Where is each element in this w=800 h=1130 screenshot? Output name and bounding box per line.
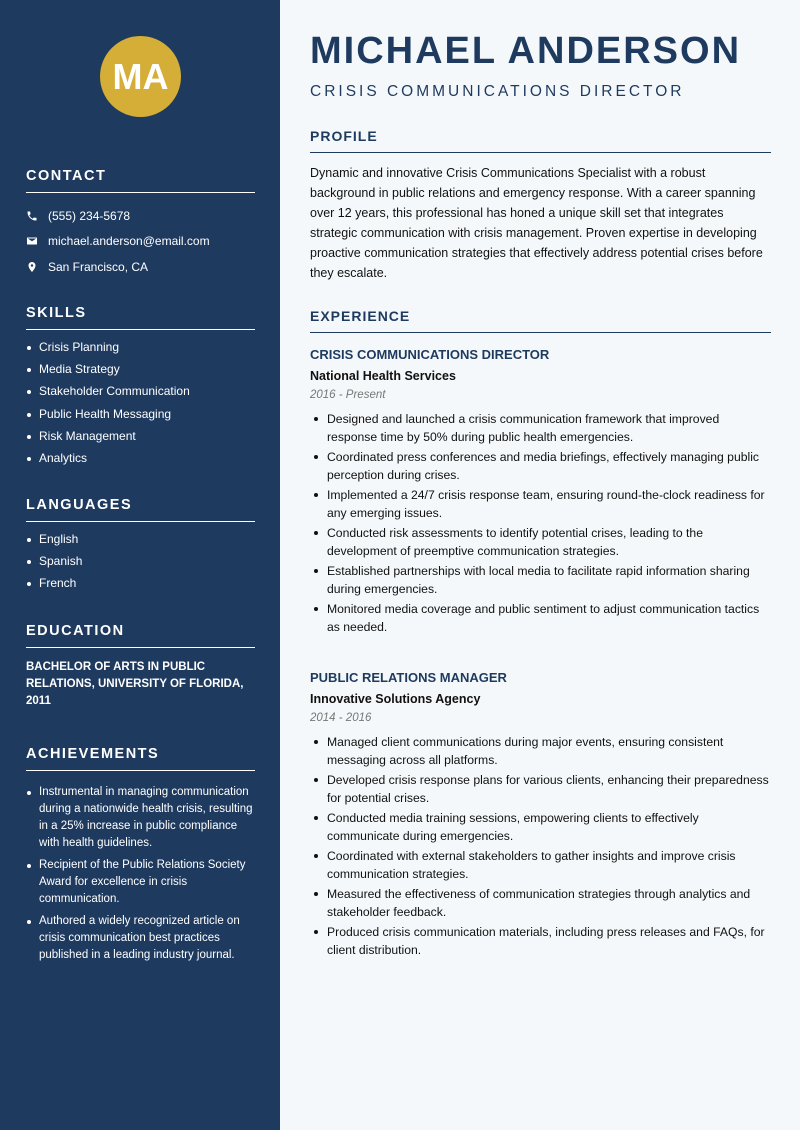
contact-list bbox=[26, 203, 255, 280]
location-text: San Francisco, CA bbox=[48, 259, 149, 274]
skill-item: Analytics bbox=[26, 450, 255, 467]
job-entry bbox=[310, 347, 771, 638]
language-item: Spanish bbox=[26, 553, 255, 570]
contact-location bbox=[26, 254, 255, 280]
job-bullet: Established partnerships with local media to facilitate rapid information sharing during emergencies. bbox=[310, 562, 771, 598]
job-bullet: Designed and launched a crisis communication framework that improved response time by 50% during public health emergencies. bbox=[310, 410, 771, 446]
education-heading: EDUCATION bbox=[26, 623, 255, 648]
job-title-header: CRISIS COMMUNICATIONS DIRECTOR bbox=[310, 83, 685, 100]
contact-phone bbox=[26, 203, 255, 229]
language-item: English bbox=[26, 531, 255, 548]
job-dates: 2016 - Present bbox=[310, 389, 386, 401]
skills-section bbox=[26, 305, 255, 472]
job-bullet: Coordinated press conferences and media briefings, effectively managing public perception during crises. bbox=[310, 448, 771, 484]
education-degree: BACHELOR OF ARTS IN PUBLIC RELATIONS, UNIVERSITY OF FLORIDA, 2011 bbox=[26, 661, 244, 707]
job-title: PUBLIC RELATIONS MANAGER bbox=[310, 670, 507, 685]
location-pin-icon bbox=[26, 261, 38, 273]
education-section bbox=[26, 623, 255, 710]
skill-item: Risk Management bbox=[26, 428, 255, 445]
job-bullet: Monitored media coverage and public sentiment to adjust communication tactics as needed. bbox=[310, 600, 771, 636]
skills-list bbox=[26, 339, 255, 467]
profile-text: Dynamic and innovative Crisis Communications Specialist with a robust background in public relations and emergency response. With a career spanning over 12 years, this professional has honed a unique skill set that integrates strategic communication with crisis management. Proven expertise in developing proactive communication strategies that effectively address potential crises before they escalate. bbox=[310, 166, 763, 280]
job-company: National Health Services bbox=[310, 369, 456, 383]
skills-heading: SKILLS bbox=[26, 305, 255, 330]
email-text[interactable]: michael.anderson@email.com bbox=[48, 234, 210, 249]
job-bullet: Developed crisis response plans for various clients, enhancing their preparedness for potential crises. bbox=[310, 771, 771, 807]
job-company: Innovative Solutions Agency bbox=[310, 692, 481, 706]
job-bullet: Measured the effectiveness of communication strategies through analytics and stakeholder feedback. bbox=[310, 885, 771, 921]
contact-section bbox=[26, 168, 255, 280]
experience-heading: EXPERIENCE bbox=[310, 308, 771, 333]
job-bullets bbox=[310, 410, 771, 636]
job-bullet: Conducted media training sessions, empowering clients to effectively communicate during emergencies. bbox=[310, 809, 771, 845]
achievements-section bbox=[26, 746, 255, 969]
job-bullet: Coordinated with external stakeholders to gather insights and improve crisis communication strategies. bbox=[310, 847, 771, 883]
achievement-item: Authored a widely recognized article on crisis communication best practices published in a leading industry journal. bbox=[26, 913, 255, 964]
skill-item: Public Health Messaging bbox=[26, 406, 255, 423]
phone-icon bbox=[26, 210, 38, 222]
person-name: MICHAEL ANDERSON bbox=[310, 30, 742, 72]
contact-heading: CONTACT bbox=[26, 168, 255, 193]
achievements-heading: ACHIEVEMENTS bbox=[26, 746, 255, 771]
job-bullets bbox=[310, 733, 771, 959]
languages-heading: LANGUAGES bbox=[26, 497, 255, 522]
experience-section bbox=[310, 308, 771, 333]
job-title: CRISIS COMMUNICATIONS DIRECTOR bbox=[310, 347, 550, 362]
email-icon bbox=[26, 235, 38, 247]
job-entry bbox=[310, 670, 771, 961]
phone-text[interactable]: (555) 234-5678 bbox=[48, 208, 131, 223]
job-bullet: Produced crisis communication materials, including press releases and FAQs, for client distribution. bbox=[310, 923, 771, 959]
profile-section bbox=[310, 128, 771, 283]
avatar: MA bbox=[100, 36, 181, 117]
job-bullet: Conducted risk assessments to identify potential crises, leading to the development of preemptive communication strategies. bbox=[310, 524, 771, 560]
skill-item: Stakeholder Communication bbox=[26, 383, 255, 400]
achievement-item: Recipient of the Public Relations Society Award for excellence in crisis communication. bbox=[26, 857, 255, 908]
contact-email bbox=[26, 229, 255, 255]
sidebar bbox=[0, 0, 280, 1130]
job-dates: 2014 - 2016 bbox=[310, 712, 372, 724]
profile-heading: PROFILE bbox=[310, 128, 771, 153]
job-bullet: Implemented a 24/7 crisis response team, ensuring round-the-clock readiness for any emerging issues. bbox=[310, 486, 771, 522]
achievements-list bbox=[26, 784, 255, 964]
language-item: French bbox=[26, 575, 255, 592]
skill-item: Media Strategy bbox=[26, 361, 255, 378]
languages-section bbox=[26, 497, 255, 598]
skill-item: Crisis Planning bbox=[26, 339, 255, 356]
languages-list bbox=[26, 531, 255, 592]
job-bullet: Managed client communications during major events, ensuring consistent messaging across all platforms. bbox=[310, 733, 771, 769]
achievement-item: Instrumental in managing communication during a nationwide health crisis, resulting in a 25% increase in public compliance with health guidelines. bbox=[26, 784, 255, 852]
